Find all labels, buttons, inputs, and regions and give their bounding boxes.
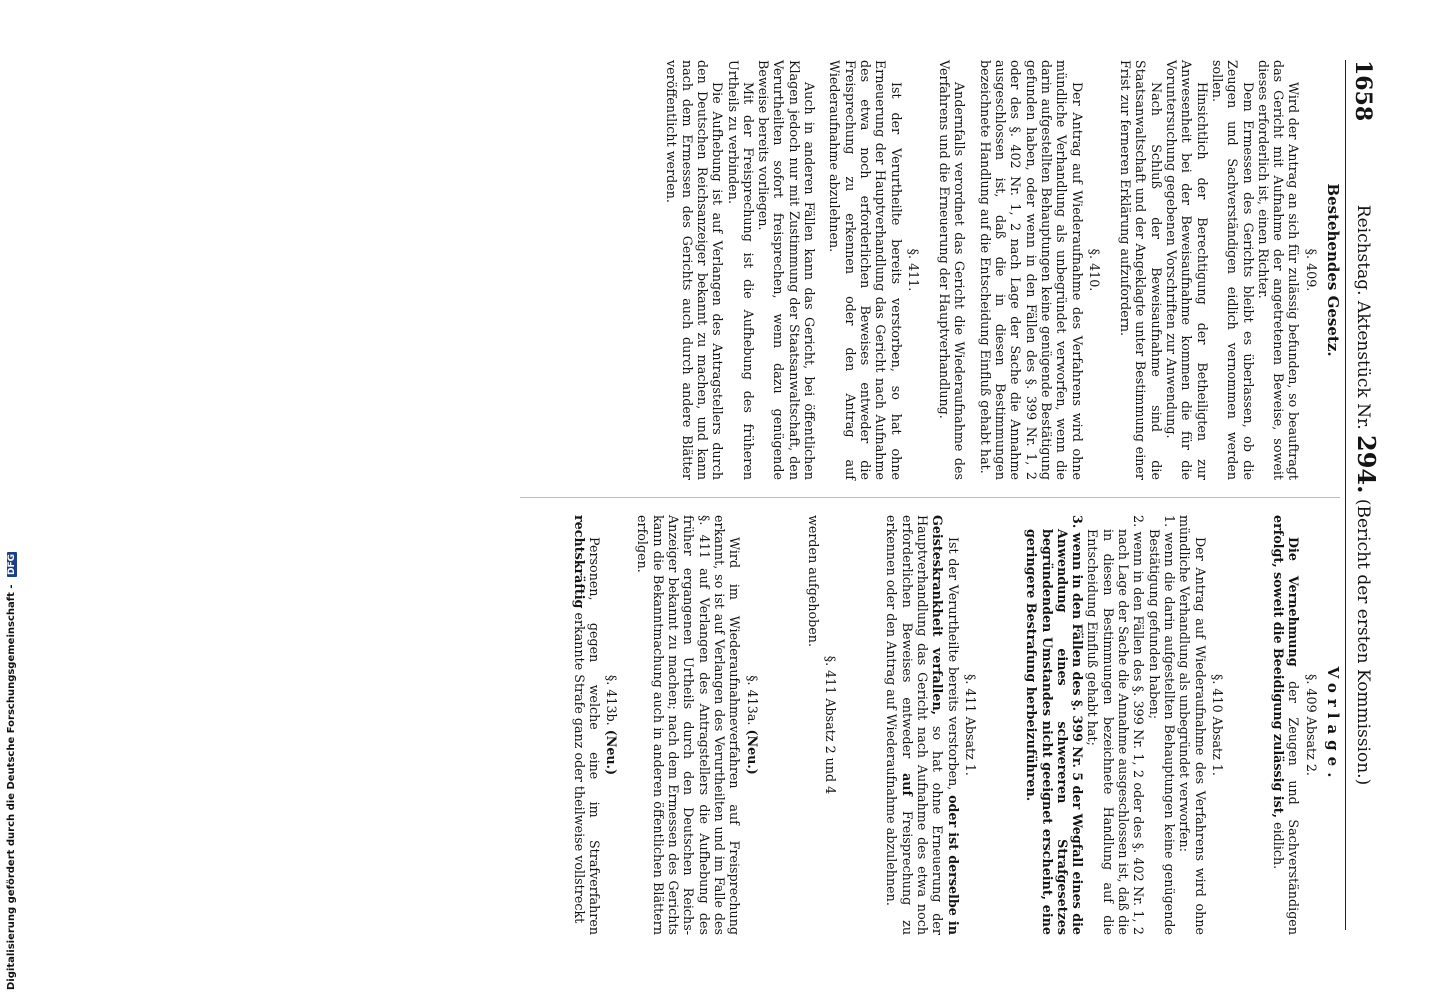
section-409-paragraph: Hinsichtlich der Berechtigung der Betheiligten zur Anwesenheit bei der Beweisaufnahme kommen die für die Voruntersuchung gegebenen Vorschriften zur Anwendung. bbox=[1164, 60, 1210, 480]
section-410-paragraph: Der Antrag auf Wiederaufnahme des Verfahrens wird ohne mündliche Verhandlung als unbegründet verworfen, wenn die darin aufgestellten Behauptungen keine genügende Bestätigung gefunden haben, oder wenn in den Fällen des §. 399 Nr. 1, 2 oder des §. 402 Nr. 1, 2 nach Lage der Sache die Annahme ausgeschlossen ist, daß die in diesen Bestimmungen bezeichnete Handlung auf die Entscheidung Einfluß gehabt hat. bbox=[977, 60, 1085, 480]
section-410-paragraph: Andernfalls verordnet das Gericht die Wiederaufnahme des Verfahrens und die Erneuerung der Hauptverhandlung. bbox=[937, 60, 968, 480]
section-413b-paragraph bbox=[571, 515, 602, 935]
column-divider bbox=[520, 497, 1340, 498]
text-span: erkannte Strafe ganz oder theilweise vollstreckt bbox=[571, 608, 587, 924]
section-409-paragraph: Nach Schluß der Beweisaufnahme sind die Staatsanwaltschaft und der Angeklagte unter Bestimmung einer Frist zur ferneren Erklärung aufzufordern. bbox=[1118, 60, 1164, 480]
section-413a-title bbox=[744, 515, 759, 935]
section-413b-title bbox=[604, 515, 619, 935]
right-column-proposal bbox=[571, 515, 1340, 935]
header-title bbox=[1352, 60, 1381, 930]
section-409-abs2-paragraph bbox=[1271, 515, 1302, 935]
digitization-footer bbox=[6, 490, 20, 990]
bold-span: auf bbox=[899, 773, 915, 796]
header-title-post: (Bericht der ersten Kommission.) bbox=[1353, 498, 1373, 786]
footer-text: Digitalisierung gefördert durch die Deutsche Forschungsgemeinschaft - bbox=[6, 584, 17, 990]
right-column-heading: Vorlage. bbox=[1324, 666, 1342, 784]
bold-span: rechtskräftig bbox=[571, 515, 587, 609]
list-item: 1. wenn die darin aufgestellten Behauptungen keine genügende Bestätigung gefunden haben; bbox=[1146, 515, 1177, 935]
list-item-new: 3. wenn in den Fällen des §. 399 Nr. 5 der Wegfall eines die Anwendung eines schwereren Strafgesetzes begründenden Umstandes nicht geeignet erscheint, eine geringere Bestrafung herbeizuführen. bbox=[1024, 515, 1086, 935]
section-410-abs1-title: §. 410 Absatz 1. bbox=[1209, 674, 1225, 776]
section-413a-paragraph: Wird im Wiederaufnahmeverfahren auf Freisprechung erkannt, so ist auf Verlangen des Verurtheilten und im Falle des §. 411 auf Verlangen des Antragstellers die Aufhebung des früher ergangenen Urtheils durch den Deutschen Reichs-Anzeiger bekannt zu machen; nach dem Ermessen des Gerichts kann die Bekanntmachung auch in anderen öffentlichen Blättern erfolgen. bbox=[635, 515, 743, 935]
section-number: §. 413a. bbox=[744, 675, 760, 726]
header-title-pre: Reichstag. Aktenstück Nr. bbox=[1353, 204, 1373, 430]
section-409-paragraph: Dem Ermessen des Gerichts bleibt es überlassen, ob die Zeugen und Sachverständigen eidlich vernommen werden sollen. bbox=[1209, 60, 1256, 480]
text-span: der Zeugen und Sachverständigen bbox=[1286, 666, 1302, 935]
bold-span: oder ist derselbe in Geisteskrankheit verfallen, bbox=[930, 515, 961, 935]
text-span: Personen, gegen welche eine im Strafverfahren bbox=[586, 537, 602, 935]
section-411-abs24-text: werden aufgehoben. bbox=[805, 515, 821, 647]
section-411-title: §. 411. bbox=[905, 248, 921, 292]
section-411-abs24-title: §. 411 Absatz 2 und 4 bbox=[823, 655, 839, 795]
document-number: 294. bbox=[1352, 435, 1381, 494]
left-column-heading: Bestehendes Gesetz. bbox=[1324, 183, 1342, 357]
section-411-paragraph: Mit der Freisprechung ist die Aufhebung des früheren Urtheils zu verbinden. bbox=[725, 60, 756, 480]
section-411-abs1-paragraph bbox=[884, 515, 960, 935]
text-span: Ist der Verurtheilte bereits verstorben, bbox=[945, 537, 961, 796]
section-411-paragraph: Ist der Verurtheilte bereits verstorben, so hat ohne Erneuerung der Hauptverhandlung das Gericht nach Aufnahme des etwa noch erforderlichen Beweises entweder die Freisprechung zu erkennen oder den Antrag auf Wiederaufnahme abzulehnen. bbox=[827, 60, 904, 480]
section-409-paragraph: Wird der Antrag an sich für zulässig befunden, so beauftragt das Gericht mit Aufnahme der angetretenen Beweise, soweit dieses erforderlich ist, einen Richter. bbox=[1255, 60, 1302, 480]
text-span: Freisprechung zu erkennen oder den Antrag auf Wiederaufnahme abzulehnen. bbox=[884, 515, 915, 935]
section-409-title: §. 409. bbox=[1303, 248, 1319, 292]
bold-span: Die Vernehmung bbox=[1286, 537, 1302, 667]
list-item: 2. wenn in den Fällen des §. 399 Nr. 1, 2 oder des §. 402 Nr. 1, 2 nach Lage der Sache die Annahme ausgeschlossen ist, daß die in diesen Bestimmungen bezeichnete Handlung auf die Entscheidung Einfluß gehabt hat; bbox=[1085, 515, 1147, 935]
new-tag: (Neu.) bbox=[744, 729, 760, 775]
new-tag: (Neu.) bbox=[604, 729, 620, 776]
dfg-logo: DFG bbox=[7, 553, 17, 575]
page-header bbox=[1345, 60, 1384, 930]
left-column-existing-law bbox=[664, 60, 1340, 480]
page-number: 1658 bbox=[1350, 60, 1376, 122]
section-411-paragraph: Die Aufhebung ist auf Verlangen des Antragstellers durch den Deutschen Reichsanzeiger bekannt zu machen, und kann nach dem Ermessen des Gerichts auch durch andere Blätter veröffentlicht werden. bbox=[664, 60, 726, 480]
text-span: so hat ohne Erneuerung der Hauptverhandlung das Gericht nach Aufnahme des etwa noch erforderlichen Beweises entweder bbox=[899, 515, 946, 935]
section-410-abs1-intro: Der Antrag auf Wiederaufnahme des Verfahrens wird ohne mündliche Verhandlung als unbegründet verworfen: bbox=[1177, 515, 1208, 935]
section-409-abs2-title: §. 409 Absatz 2. bbox=[1303, 674, 1319, 776]
section-411-paragraph: Auch in anderen Fällen kann das Gericht, bei öffentlichen Klagen jedoch nur mit Zustimmung der Staatsanwaltschaft, den Verurtheilten sofort freisprechen, wenn dazu genügende Beweise bereits vorliegen. bbox=[756, 60, 818, 480]
section-411-abs1-title: §. 411 Absatz 1. bbox=[962, 674, 978, 776]
bold-span: erfolgt, soweit die Beeidigung zulässig ist, bbox=[1271, 515, 1287, 819]
section-410-title: §. 410. bbox=[1086, 248, 1102, 292]
text-span: eidlich. bbox=[1271, 818, 1287, 870]
section-number: §. 413b. bbox=[604, 674, 620, 726]
